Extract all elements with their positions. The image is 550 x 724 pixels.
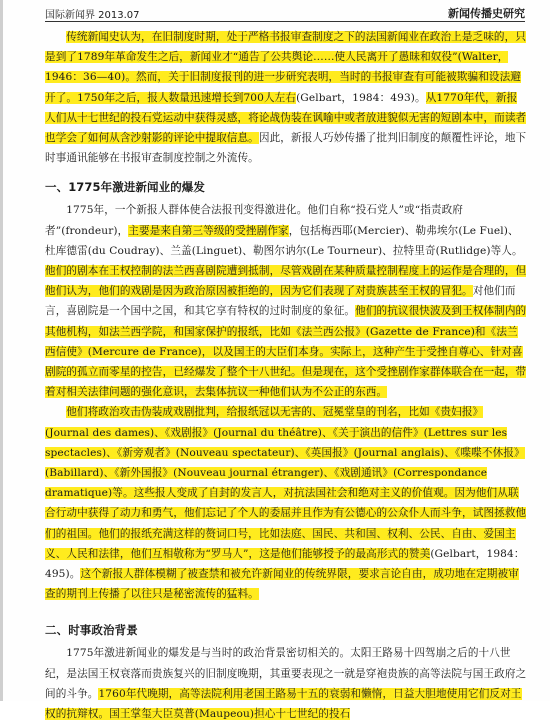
text-run: 传统新闻史认为，在旧制度时期，处于严格书报审查制度之下的法国新闻业在政治上是乏味的，只是到了1789年革命发生之后，新闻业才“通告了公共舆论……使人民离开了愚昧和奴役”(Walter，1946：36—40)。然而，关于旧制度报刊的进一步研究表明，当时的书报审查有可能被欺骗和设法避开了。1750年之后，报人数量迅速增长到700人左右 [45, 31, 527, 104]
text-run: 他们的抗议很快波及到王权体制内的其他机构，如法兰西学院，和国家保护的报纸，比如《法兰西公报》(Gazette de France)和《法兰西信使》(Mercure de France)，以及国王的大臣们本身。 [45, 305, 527, 358]
text-run: 主要是来自第三等级的受挫剧作家 [128, 224, 289, 237]
paragraph-intro [45, 27, 527, 168]
text-run: 因此，新报人巧妙传播了批判旧制度的颠覆性评论，地下时事通讯能够在书报审查制度控制之外流传。 [45, 132, 527, 165]
text-run: 这个新报人群体模糊了被查禁和被允许新闻业的传统界限，要求言论自由，成功地在定期被审查的期刊上传播了以往只是秘密流传的猛料。 [45, 568, 519, 601]
text-run: (Gelbart，1984：495)。 [45, 547, 525, 581]
section-heading-1: 一、1775年激进新闻业的爆发 [45, 180, 206, 195]
text-run: 实际上，这种产生于受挫自尊心、针对喜剧院的孤立而零星的控告，已经爆发了整个十八世纪。但是现在，这个受挫剧作家群体联合在一起，带着对相关法律问题的强化意识，去集体抗议一种他们认为不公正的东西。 [45, 345, 527, 399]
text-run: 1775年，一个新报人群体使合法报刊变得激进化。他们自称“投石党人”或“指责政府者”(frondeur)， [45, 204, 463, 237]
journal-issue: 国际新闻界 2013.07 [45, 10, 140, 21]
article-body [45, 27, 527, 724]
page-header [45, 3, 525, 22]
text-run: 1775年激进新闻业的爆发是与当时的政治背景密切相关的。太阳王路易十四驾崩之后的十八世纪，是法国王权衰落而贵族复兴的旧制度晚期，其重要表现之一就是穿袍贵族的高等法院与国王政府之间的斗争。 [45, 647, 527, 700]
text-run: 1760年代晚期，高等法院利用老国王路易十五的衰弱和懒惰，日益大胆地使用它们反对王权的抗辩权。国王掌玺大臣莫普(Maupeou)担心十七世纪的投石 [45, 687, 522, 721]
text-run: ，包括梅西耶(Mercier)、勒弗埃尔(Le Fuel)、杜库德雷(du Coudray)、兰盖(Linguet)、勒图尔讷尔(Le Tourneur)、拉特里奇(Rutlidge)等人。 [45, 224, 523, 257]
text-run: (Gelbart，1984：493)。 [296, 91, 426, 104]
paragraph-2 [45, 200, 527, 402]
text-run: 从1770年代，新报人们从十七世纪的投石党运动中获得灵感，将论战伪装在讽喻中或者放进貌似无害的短剧本中，而读者也学会了如何从含沙射影的评论中提取信息。 [45, 91, 527, 145]
text-run: 他们将政治攻击伪装成戏剧批判，给报纸冠以无害的、冠冕堂皇的刊名，比如《贵妇报》(Journal des dames)、《戏剧报》(Journal du théâtre)、《关于演出的信件》(Lettres sur les spectacles)、《新旁观者》(Nouveau spectateur)、《英国报》(Journal anglais)、《喋喋不休报》(Babillard)、《新外国报》(Nouveau journal étranger)、《戏剧通讯》(Correspondance dramatique)等。 [45, 406, 525, 500]
text-run: 对他们而言，喜剧院是一个国中之国，和其它享有特权的过时制度的象征。 [45, 285, 516, 318]
section-heading-2: 二、时事政治背景 [45, 623, 138, 638]
paragraph-3 [45, 402, 527, 604]
text-run: 这些报人变成了自封的发言人，对抗法国社会和绝对主义的价值观。因为他们从联合行动中获得了动力和勇气，他们忘记了个人的委屈并且作为有公德心的公众仆人而斗争，试图拯救他们的祖国。他们的报纸充满这样的赘词口号，比如法庭、国民、共和国、权利、公民、自由、爱国主义、人民和法律，他们互相敬称为“罗马人”，这是他们能够授予的最高形式的赞美 [45, 487, 527, 560]
text-run: 他们的剧本在王权控制的法兰西喜剧院遭到抵制，尽管戏剧在某种质量控制程度上的运作是合理的，但他们认为，他们的戏剧是因为政治原因被拒绝的，因为它们表现了对贵族甚至王权的冒犯。 [45, 265, 527, 298]
paragraph-4 [45, 643, 527, 724]
section-title: 新闻传播史研究 [448, 7, 525, 20]
